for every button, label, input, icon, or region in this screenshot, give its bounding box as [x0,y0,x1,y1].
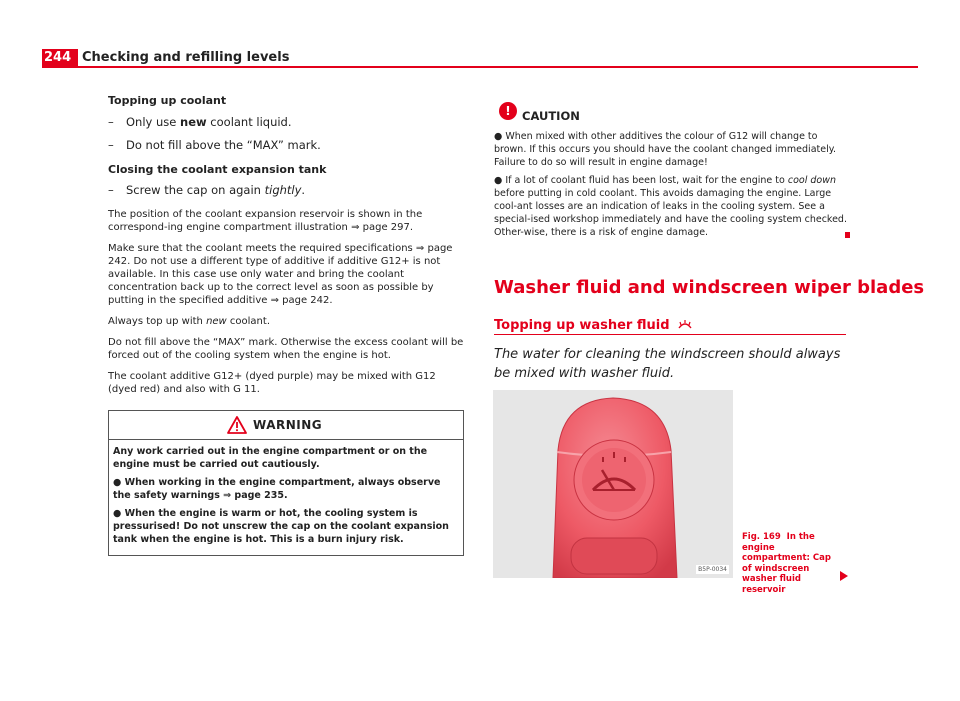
warning-header [109,411,463,440]
caution-exclamation-icon: ! [499,102,517,120]
caution-block [494,104,850,244]
caution-emphasis: cool down [787,175,836,186]
caution-bullet [494,174,850,239]
dash-item [108,139,464,153]
caution-text: If a lot of coolant fluid has been lost, wait for the engine to [505,175,788,186]
warning-text: When working in the engine compartment, always observe the safety warnings ⇒ page 235. [113,476,441,501]
closing-heading: Closing the coolant expansion tank [108,162,327,176]
dash-item [108,116,464,130]
paragraph: Make sure that the coolant meets the required specifications ⇒ page 242. Do not use a different type of additive if additive G12+ is not available. In this case use only water and bring the coolant concentration back up to the correct level as soon as possible by putting in the specified additive ⇒ page 242. [108,242,453,306]
figure-caption-text: In the engine compartment: Cap of windscreen washer fluid reservoir [742,532,831,595]
bullet-icon: ● [494,175,506,186]
section-title: Washer fluid and windscreen wiper blades [494,277,925,298]
end-square-icon [845,232,850,238]
subsection-rule [494,334,846,335]
warning-title: WARNING [253,417,323,432]
header-rule [78,66,918,68]
warning-text: When the engine is warm or hot, the cooling system is pressurised! Do not unscrew the cap on the coolant expansion tank when the engine is hot. This is a burn injury risk. [113,507,449,545]
topping-up-heading: Topping up coolant [108,94,227,107]
subsection-title-text: Topping up washer fluid [494,318,670,333]
caution-title: CAUTION [522,109,580,123]
bullet-icon: ● [113,507,125,519]
figure-image [493,390,733,578]
dash-mark: – [108,183,114,197]
warning-bullet [113,507,459,546]
dash-text: Screw the cap on again [126,183,265,197]
paragraph: The coolant additive G12+ (dyed purple) may be mixed with G12 (dyed red) and also with G 11. [108,370,436,395]
dash-mark: – [108,114,114,129]
washer-reservoir-cap-illustration [493,390,733,578]
bullet-icon: ● [494,131,506,142]
dash-emphasis: tightly [264,183,302,197]
warning-triangle-icon [227,416,247,434]
warning-bullet [113,476,459,502]
page-number: 244 [44,50,72,65]
paragraph-text: coolant. [226,315,270,327]
bullet-icon: ● [113,476,125,488]
paragraph-text: Always top up with [108,315,207,327]
dash-text: coolant liquid. [206,114,292,129]
washer-fluid-icon [677,318,693,330]
continue-arrow-icon [840,571,848,581]
warning-box [108,410,464,556]
dash-text: Do not fill above the “MAX” mark. [126,138,321,152]
figure-caption [742,532,842,595]
caution-bullet [494,130,850,169]
intro-text: The water for cleaning the windscreen should always be mixed with washer fluid. [494,347,841,381]
subsection-title [494,318,693,333]
paragraph: The position of the coolant expansion reservoir is shown in the correspond-ing engine compartment illustration ⇒ page 297. [108,208,423,233]
chapter-title: Checking and refilling levels [82,50,290,65]
left-column [108,94,464,556]
caution-header [494,104,850,126]
warning-text: Any work carried out in the engine compartment or on the engine must be carried out cautiously. [113,445,428,470]
warning-body [109,440,463,555]
paragraph [108,315,464,328]
caution-text: before putting in cold coolant. This avoids damaging the engine. Large cool-ant losses are an indication of leaks in the cooling system. See a special-ised workshop immediately and have the cooling system checked. Other-wise, there is a risk of engine damage. [494,188,847,238]
figure-caption-label: Fig. 169 [742,532,781,542]
dash-mark: – [108,138,114,152]
dash-text: Only use [126,114,181,129]
paragraph: Do not fill above the “MAX” mark. Otherwise the excess coolant will be forced out of the cooling system when the engine is hot. [108,336,464,361]
caution-text: When mixed with other additives the colour of G12 will change to brown. If this occurs you should have the coolant changed immediately. Failure to do so will result in engine damage! [494,131,837,168]
dash-text: . [301,183,306,197]
figure-code: B5P-0034 [698,566,727,573]
dash-item [108,184,464,198]
paragraph-emphasis: new [206,315,227,327]
dash-bold: new [180,114,207,129]
